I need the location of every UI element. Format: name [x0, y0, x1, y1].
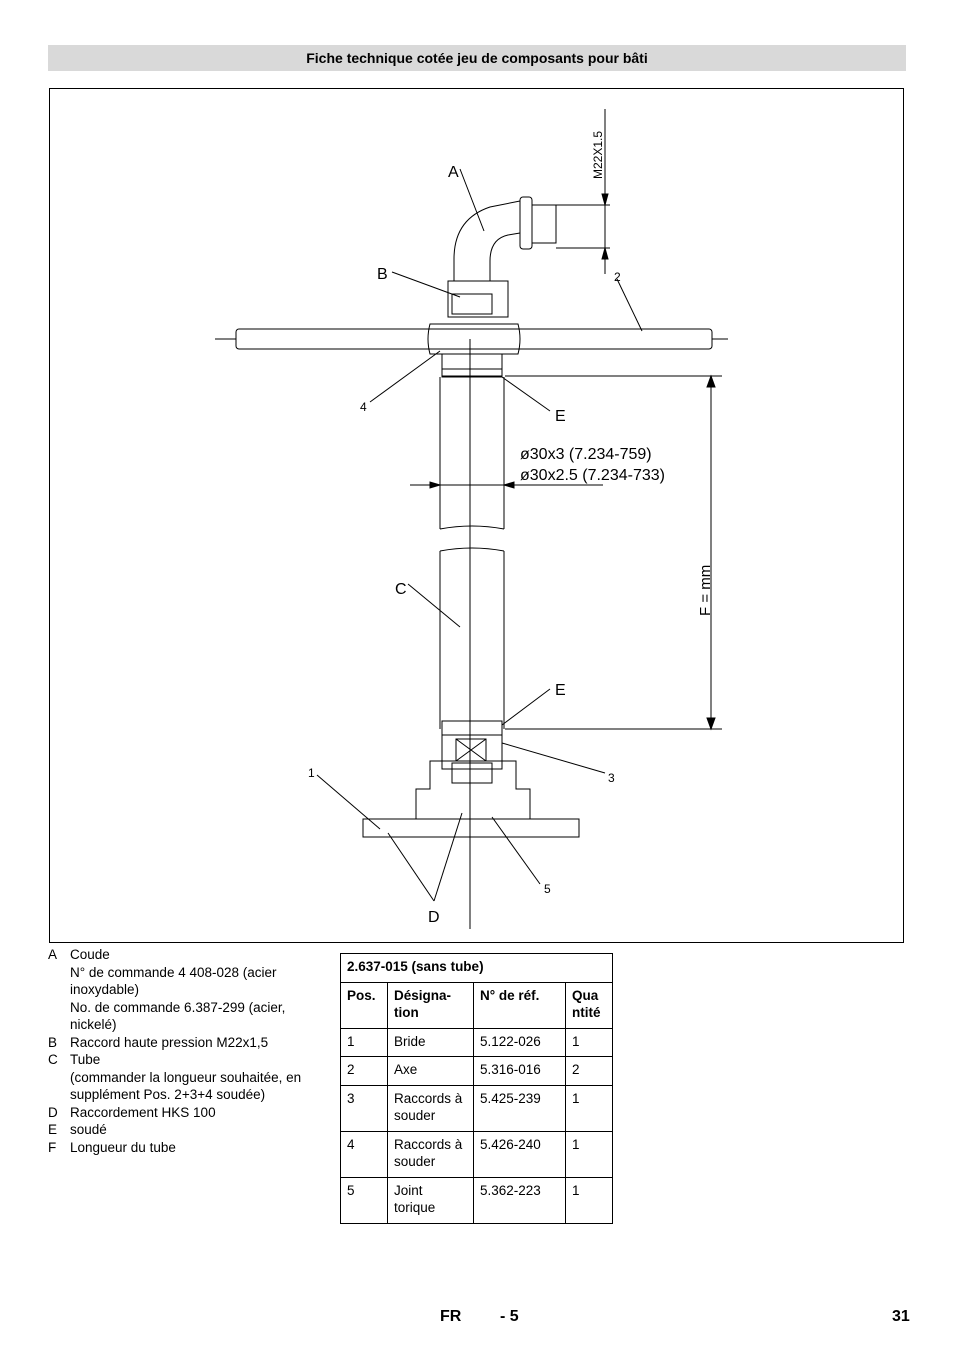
label-b: B	[377, 266, 388, 283]
table-row: 3 Raccords à souder 5.425-239 1	[341, 1085, 613, 1131]
legend-item: A Coude N° de commande 4 408-028 (acier inoxydable) No. de commande 6.387-299 (acier, nickelé)	[48, 947, 286, 1032]
drawing-svg	[50, 89, 905, 944]
label-d: D	[428, 909, 440, 926]
table-row: 5 Joint torique 5.362-223 1	[341, 1177, 613, 1223]
diameter-label-1: ø30x3 (7.234-759)	[520, 446, 652, 463]
length-label: F = mm	[697, 564, 714, 616]
label-e-lower: E	[555, 682, 566, 699]
table-row: 1 Bride 5.122-026 1	[341, 1028, 613, 1057]
table-row: 2 Axe 5.316-016 2	[341, 1057, 613, 1086]
page-number: 31	[892, 1308, 910, 1325]
technical-drawing	[49, 88, 904, 943]
pos-label-2: 2	[614, 270, 621, 284]
nut-b	[448, 281, 508, 317]
footer-language: FR	[440, 1308, 462, 1325]
flange-hub	[416, 761, 530, 819]
legend-item: B Raccord haute pression M22x1,5	[48, 1034, 269, 1050]
pos-label-5: 5	[544, 882, 551, 896]
label-e-upper: E	[555, 408, 566, 425]
elbow-a	[454, 201, 520, 281]
parts-table	[340, 953, 613, 1224]
legend-item: D Raccordement HKS 100	[48, 1104, 216, 1120]
label-a: A	[448, 164, 459, 181]
table-header-row: Pos. Désigna-tion N° de réf. Qua ntité	[341, 982, 613, 1028]
table-row: 4 Raccords à souder 5.426-240 1	[341, 1131, 613, 1177]
legend	[48, 946, 333, 1156]
page-title: Fiche technique cotée jeu de composants pour bâti	[48, 45, 906, 71]
footer-section: - 5	[500, 1308, 519, 1325]
diameter-label-2: ø30x2.5 (7.234-733)	[520, 467, 665, 484]
table-caption: 2.637-015 (sans tube)	[341, 954, 613, 983]
legend-item: C Tube (commander la longueur souhaitée, en supplément Pos. 2+3+4 soudée)	[48, 1052, 302, 1102]
axis-bar	[236, 329, 712, 349]
legend-item: F Longueur du tube	[48, 1139, 176, 1155]
pos-label-4: 4	[360, 400, 367, 414]
label-c: C	[395, 581, 407, 598]
thread-label: M22X1.5	[591, 130, 605, 179]
legend-item: E soudé	[48, 1122, 107, 1137]
pos-label-3: 3	[608, 771, 615, 785]
flange-plate	[363, 819, 579, 837]
pos-label-1: 1	[308, 766, 315, 780]
